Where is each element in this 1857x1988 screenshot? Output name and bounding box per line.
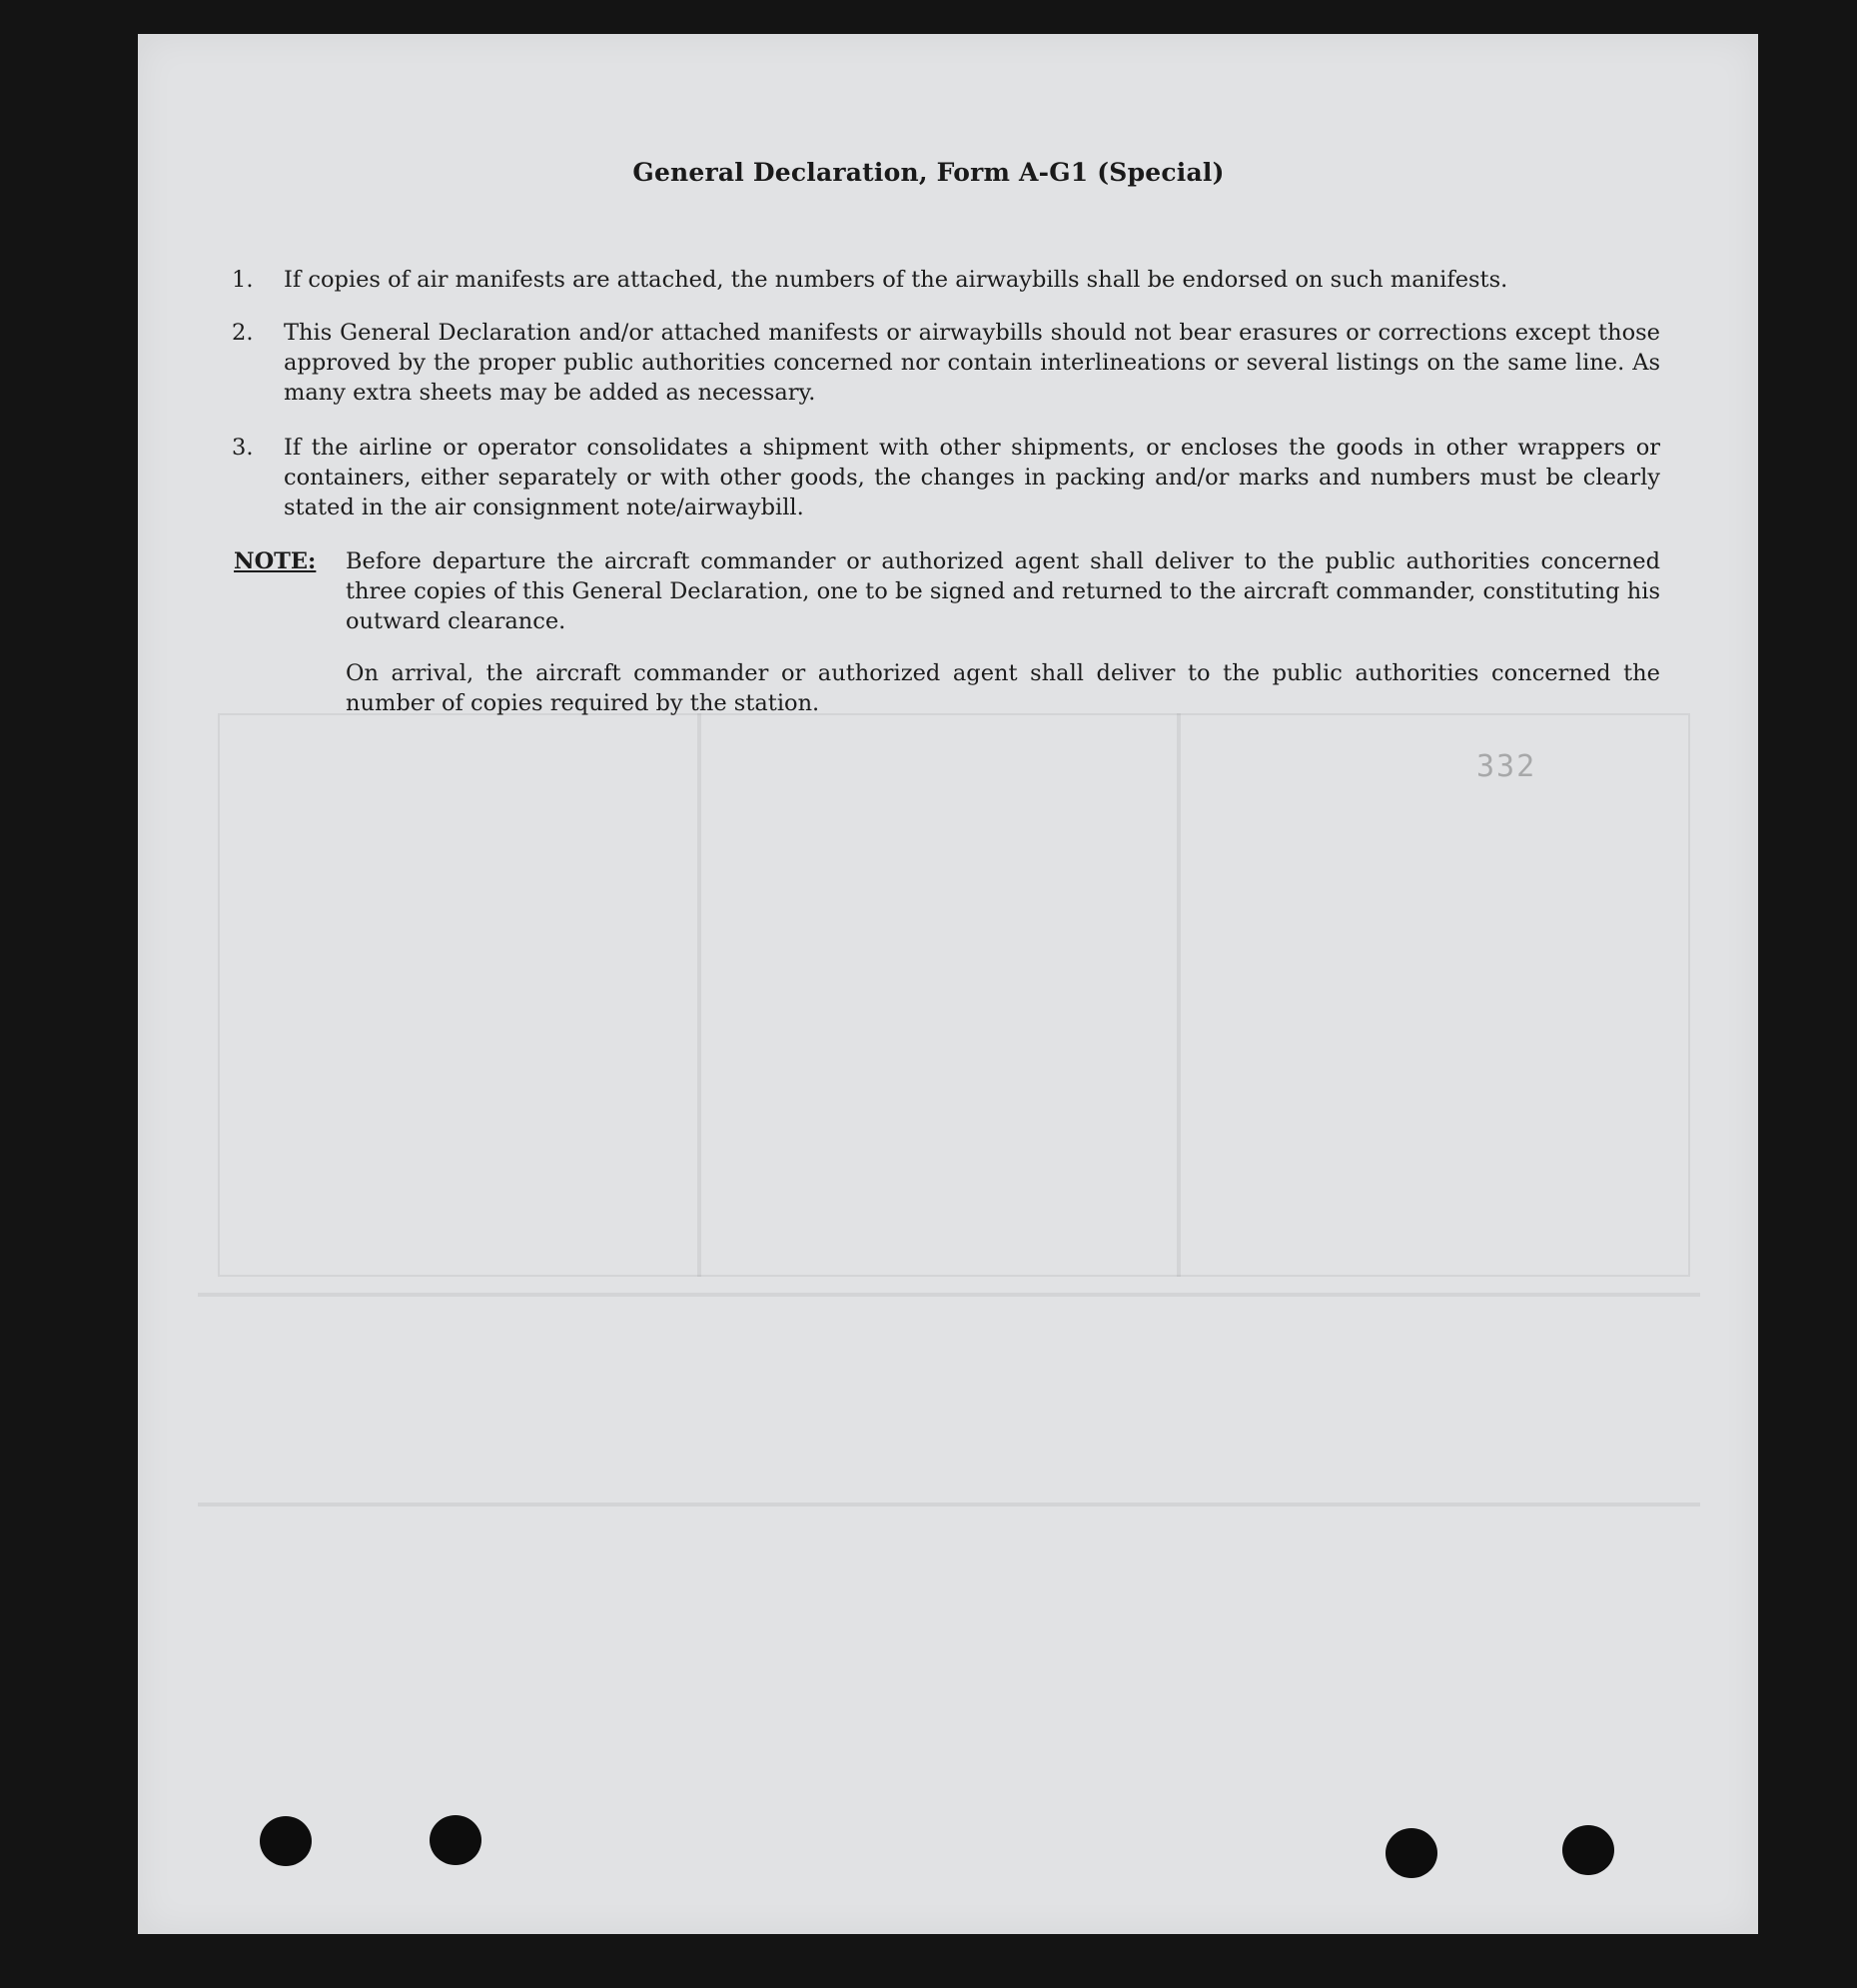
- list-item-text: This General Declaration and/or attached manifests or airwaybills should not bear erasures or corrections except those approved by the proper public authorities concerned nor contain interlineations or several listings on the same line. As many extra sheets may be added as necessary.: [284, 320, 1660, 406]
- bleed-through-frame: [218, 713, 1690, 1277]
- punch-hole: [1562, 1825, 1614, 1875]
- list-item-2: [232, 318, 1660, 408]
- bleed-through-row-line: [198, 1502, 1700, 1506]
- list-item-number: 1.: [232, 267, 254, 293]
- list-item-3: [232, 433, 1660, 522]
- list-item-text: If the airline or operator consolidates a shipment with other shipments, or encloses the goods in other wrappers or containers, either separately or with other goods, the changes in packing and/or marks and numbers must be clearly stated in the air consignment note/airwaybill.: [284, 435, 1660, 520]
- note-section: [234, 546, 1660, 718]
- punch-hole: [430, 1815, 481, 1865]
- note-label: NOTE:: [234, 548, 317, 574]
- bleed-through-column-line: [1177, 713, 1181, 1277]
- punch-hole: [1386, 1828, 1437, 1878]
- note-paragraph-1: Before departure the aircraft commander or authorized agent shall deliver to the public authorities concerned three copies of this General Declaration, one to be signed and returned to the aircraft commander, constituting his outward clearance.: [346, 548, 1660, 634]
- bleed-through-column-line: [697, 713, 701, 1277]
- bleed-through-row-line: [198, 1293, 1700, 1297]
- list-item-1: [232, 265, 1660, 295]
- list-item-number: 2.: [232, 320, 254, 346]
- list-item-text: If copies of air manifests are attached, the numbers of the airwaybills shall be endorsed on such manifests.: [284, 267, 1508, 293]
- list-item-number: 3.: [232, 435, 254, 461]
- punch-hole: [260, 1816, 312, 1866]
- document-title: General Declaration, Form A-G1 (Special): [632, 158, 1225, 187]
- faint-page-number: 332: [1476, 749, 1537, 784]
- note-paragraph-2: On arrival, the aircraft commander or authorized agent shall deliver to the public authorities concerned the number of copies required by the station.: [346, 660, 1660, 716]
